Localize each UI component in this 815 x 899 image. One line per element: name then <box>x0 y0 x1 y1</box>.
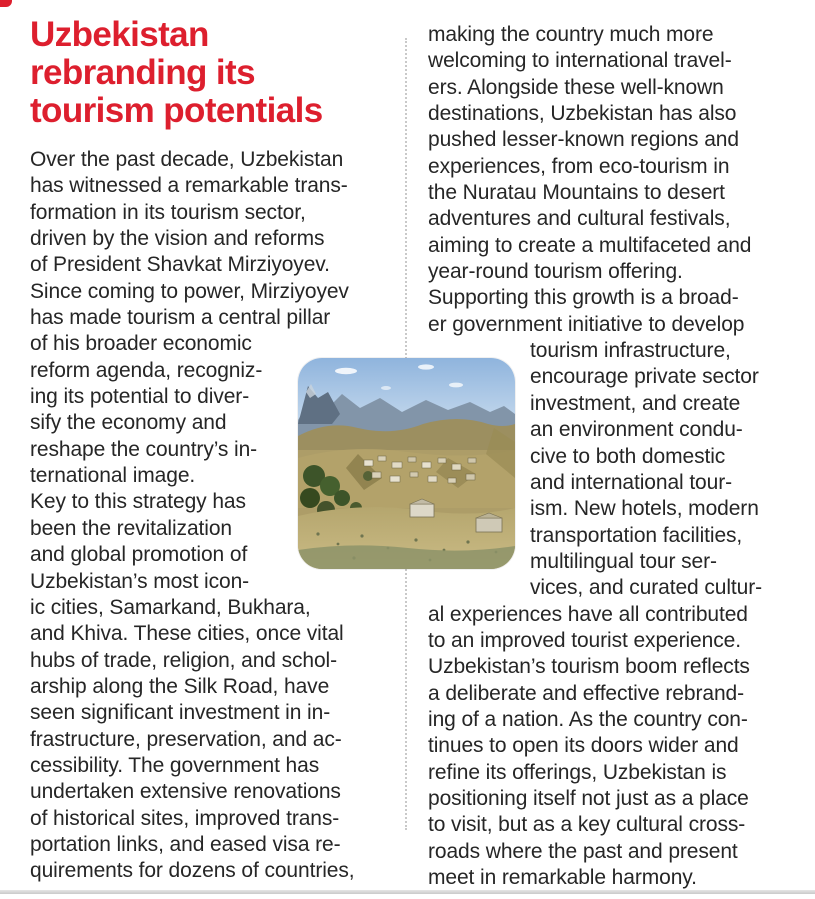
headline-line: tourism potentials <box>30 91 323 130</box>
body-text-line: refine its offerings, Uzbekistan is <box>428 760 727 784</box>
body-text-line: vices, and curated cultur- <box>530 576 763 600</box>
body-text-line: an environment condu- <box>530 418 743 442</box>
body-text-line: portation links, and eased visa re- <box>30 832 341 856</box>
body-text-line: the Nuratau Mountains to desert <box>428 181 725 205</box>
body-text-line: meet in remarkable harmony. <box>428 866 697 889</box>
page-edge-red-mark <box>0 0 12 7</box>
body-text-line: of his broader economic <box>30 332 252 356</box>
headline-line: Uzbekistan <box>30 15 209 54</box>
article-photo <box>298 358 515 569</box>
body-text-line: sify the economy and <box>30 411 227 435</box>
body-text-line: al experiences have all contributed <box>428 602 748 626</box>
body-text-line: ic cities, Samarkand, Bukhara, <box>30 595 311 619</box>
body-text-line: to an improved tourist experience. <box>428 628 741 652</box>
body-text-line: formation in its tourism sector, <box>30 200 306 224</box>
body-text-line: ing of a nation. As the country con- <box>428 707 748 731</box>
body-text-line: investment, and create <box>530 391 741 415</box>
headline-line: rebranding its <box>30 53 255 92</box>
body-text-line: welcoming to international travel- <box>428 49 732 73</box>
body-text-line: and global promotion of <box>30 543 248 567</box>
body-text-line: transportation facilities, <box>530 523 743 547</box>
body-text-line: quirements for dozens of countries, <box>30 859 355 883</box>
body-text-line: roads where the past and present <box>428 839 738 863</box>
body-text-line: seen significant investment in in- <box>30 701 331 725</box>
body-text-line: reform agenda, recogniz- <box>30 358 263 382</box>
body-text-line: er government initiative to develop <box>428 312 745 336</box>
body-text-line: Key to this strategy has <box>30 490 246 514</box>
body-text-line: Supporting this growth is a broad- <box>428 286 739 310</box>
body-text-line: of President Shavkat Mirziyoyev. <box>30 253 330 277</box>
body-text-line: pushed lesser-known regions and <box>428 128 739 152</box>
bottom-separator-rule <box>0 890 815 894</box>
body-text-line: positioning itself not just as a place <box>428 786 749 810</box>
body-text-line: making the country much more <box>428 23 714 46</box>
body-text-line: ers. Alongside these well-known <box>428 75 724 99</box>
body-text-line: ism. New hotels, modern <box>530 497 759 521</box>
body-text-line: Since coming to power, Mirziyoyev <box>30 279 349 303</box>
mountain-village-illustration <box>298 358 515 569</box>
body-text-line: destinations, Uzbekistan has also <box>428 102 737 126</box>
body-text-line: year-round tourism offering. <box>428 260 683 284</box>
body-text-line: a deliberate and effective rebrand- <box>428 681 744 705</box>
body-text-line: and Khiva. These cities, once vital <box>30 622 344 646</box>
body-text-line: adventures and cultural festivals, <box>428 207 731 231</box>
article-headline <box>30 16 420 130</box>
body-text-line: to visit, but as a key cultural cross- <box>428 813 746 837</box>
body-text-line: and international tour- <box>530 470 732 494</box>
body-text-line: of historical sites, improved trans- <box>30 806 340 830</box>
body-text-line: ing its potential to diver- <box>30 385 250 409</box>
body-text-line: has witnessed a remarkable trans- <box>30 174 348 198</box>
body-text-line: ternational image. <box>30 464 196 488</box>
body-text-line: driven by the vision and reforms <box>30 227 325 251</box>
body-text-line: cive to both domestic <box>530 444 726 468</box>
body-text-line: reshape the country’s in- <box>30 437 258 461</box>
body-text-line: Uzbekistan’s tourism boom reflects <box>428 655 750 679</box>
body-text-line: tinues to open its doors wider and <box>428 734 739 758</box>
body-text-line: hubs of trade, religion, and schol- <box>30 648 338 672</box>
body-text-line: been the revitalization <box>30 516 232 540</box>
body-text-line: multilingual tour ser- <box>530 549 717 573</box>
body-text-line: encourage private sector <box>530 365 759 389</box>
body-text-line: undertaken extensive renovations <box>30 780 341 804</box>
body-text-line: aiming to create a multifaceted and <box>428 233 752 257</box>
body-text-line: cessibility. The government has <box>30 753 320 777</box>
body-text-line: Uzbekistan’s most icon- <box>30 569 250 593</box>
body-text-line: Over the past decade, Uzbekistan <box>30 148 344 171</box>
body-text-line: tourism infrastructure, <box>530 339 731 363</box>
body-text-line: experiences, from eco-tourism in <box>428 154 730 178</box>
body-text-line: frastructure, preservation, and ac- <box>30 727 342 751</box>
body-text-line: arship along the Silk Road, have <box>30 674 330 698</box>
body-text-line: has made tourism a central pillar <box>30 306 331 330</box>
